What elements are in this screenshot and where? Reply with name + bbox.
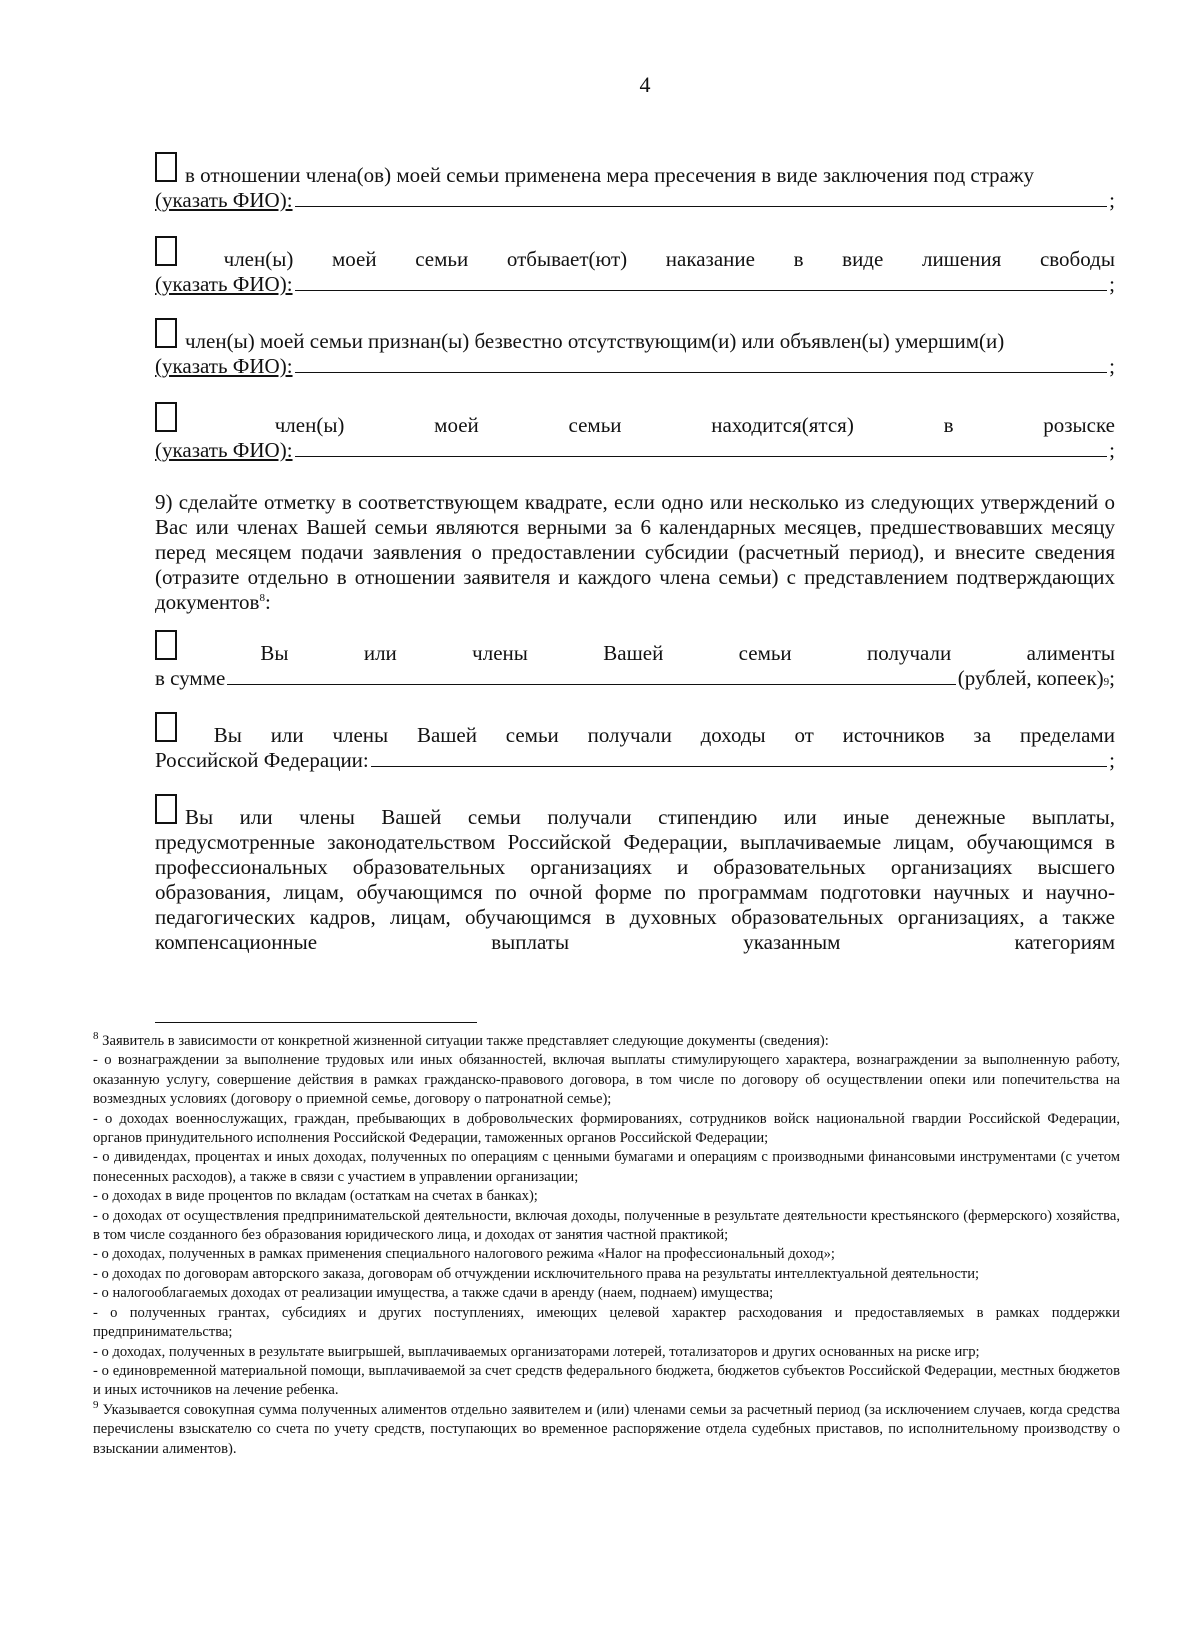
checkbox-missing[interactable] bbox=[155, 318, 177, 348]
item-imprisonment-word: отбывает(ют) bbox=[506, 247, 628, 271]
item-wanted-word: находится(ятся) bbox=[711, 413, 854, 437]
fio-label: (указать ФИО): bbox=[155, 438, 293, 462]
footnote-text: - о доходах военнослужащих, граждан, пребывающих в добровольческих формированиях, сотрудников войск национальной гвардии Российской Федерации, органов принудительного исполнения Российской Федерации, таможенных органов Российской Федерации; bbox=[93, 1110, 1120, 1147]
line-end: ; bbox=[1109, 354, 1115, 378]
line-end: ; bbox=[1109, 438, 1115, 462]
item-imprisonment-word: в bbox=[793, 247, 804, 271]
alimony-amount-input[interactable] bbox=[227, 683, 955, 685]
item-imprisonment-word: лишения bbox=[921, 247, 1002, 271]
checkbox-foreign-income[interactable] bbox=[155, 712, 177, 742]
footnote-paragraph bbox=[93, 1110, 1120, 1149]
item-wanted-word: моей bbox=[434, 413, 479, 437]
item-foreign-income-word: за bbox=[973, 723, 992, 747]
item-alimony-word: алименты bbox=[1026, 641, 1115, 665]
item-imprisonment bbox=[155, 236, 1115, 297]
item-imprisonment-word: семьи bbox=[415, 247, 469, 271]
item-foreign-income bbox=[155, 712, 1115, 773]
item-imprisonment-word: виде bbox=[842, 247, 884, 271]
item-alimony-word: Вы bbox=[260, 641, 289, 665]
footnote-text: - о доходах по договорам авторского заказа, договорам об отчуждении исключительного права на результаты интеллектуальной деятельности; bbox=[93, 1265, 980, 1282]
item-imprisonment-word: член(ы) bbox=[223, 247, 294, 271]
item-imprisonment-word: свободы bbox=[1039, 247, 1115, 271]
footnote-ref: 8 bbox=[259, 592, 265, 604]
footnote-paragraph bbox=[93, 1187, 1120, 1206]
fio-label: (указать ФИО): bbox=[155, 354, 293, 378]
item-alimony-word: Вашей bbox=[603, 641, 664, 665]
footnote-paragraph bbox=[93, 1398, 1120, 1459]
checkbox-detention[interactable] bbox=[155, 152, 177, 182]
checkbox-scholarship[interactable] bbox=[155, 794, 177, 824]
item-alimony-word: получали bbox=[867, 641, 952, 665]
footnote-text: - о единовременной материальной помощи, выплачиваемой за счет средств федерального бюджета, бюджетов субъектов Российской Федерации, местных бюджетов и иных источников на лечение ребенка. bbox=[93, 1362, 1120, 1399]
item-foreign-income-word: или bbox=[270, 723, 304, 747]
item-wanted-word: розыске bbox=[1043, 413, 1115, 437]
item-wanted-word: семьи bbox=[568, 413, 622, 437]
item-wanted bbox=[155, 402, 1115, 463]
fio-input-imprisonment[interactable] bbox=[295, 289, 1108, 291]
item-alimony: Вы или члены Вашей семьи получали алименты в сумме (рублей, копеек) 9 ; bbox=[155, 630, 1115, 691]
amount-label: в сумме bbox=[155, 666, 226, 690]
footnote-text: - о дивидендах, процентах и иных доходах, полученных по операциям с ценными бумагами и операциям с производными финансовыми инструментами (с учетом понесенных расходов), а также в связи с участием в управлении организации; bbox=[93, 1149, 1120, 1185]
footnote-paragraph bbox=[93, 1051, 1120, 1109]
checkbox-alimony[interactable] bbox=[155, 630, 177, 660]
footnote-text: - о вознаграждении за выполнение трудовых или иных обязанностей, включая выплаты стимулирующего характера, вознаграждении за выполненную работу, оказанную услугу, совершение действия в рамках гражданско-правового договора, в том числе по договору об осуществлении опеки или попечительства на возмездных условиях (договору о приемной семье, договору о патронатной семье); bbox=[93, 1052, 1120, 1108]
line-end: ; bbox=[1109, 188, 1115, 212]
footnote-text: Заявитель в зависимости от конкретной жизненной ситуации также представляет следующие документы (сведения): bbox=[102, 1033, 829, 1049]
item-foreign-income-word: пределами bbox=[1019, 723, 1115, 747]
item-imprisonment-word: наказание bbox=[665, 247, 755, 271]
fio-label: (указать ФИО): bbox=[155, 188, 293, 212]
item-foreign-income-word: члены bbox=[332, 723, 389, 747]
footnote-text: - о полученных грантах, субсидиях и других поступлениях, имеющих целевой характер расходования и предоставляемых в рамках поддержки предпринимательства; bbox=[93, 1304, 1120, 1341]
footnote-text: - о доходах от осуществления предпринимательской деятельности, включая доходы, полученные в результате деятельности крестьянского (фермерского) хозяйства, в том числе созданного без образования юридического лица, и доходах от занятия частной практикой; bbox=[93, 1207, 1120, 1244]
footnote-number: 8 bbox=[93, 1030, 99, 1043]
item-foreign-income-word: семьи bbox=[505, 723, 559, 747]
footnote-text: Указывается совокупная сумма полученных алиментов отдельно заявителем и (или) членами семьи за расчетный период (за исключением случаев, когда средства перечислены взыскателю со счета по учету средств, поступающих во временное распоряжение отдела судебных приставов, по исполнительному производству о взыскании алиментов). bbox=[93, 1401, 1120, 1457]
footnote-separator bbox=[155, 1022, 477, 1023]
section-9-text: 9) сделайте отметку в соответствующем квадрате, если одно или несколько из следующих утверждений о Вас или членах Вашей семьи являются верными за 6 календарных месяцев, предшествовавших месяцу перед месяцем подачи заявления о предоставлении субсидии (расчетный период), и внесите сведения (отразите отдельно в отношении заявителя и каждого члена семьи) с представлением подтверждающих документов bbox=[155, 490, 1115, 614]
item-wanted-word: член(ы) bbox=[274, 413, 345, 437]
checkbox-wanted[interactable] bbox=[155, 402, 177, 432]
item-wanted-word: в bbox=[943, 413, 954, 437]
footnote-paragraph bbox=[93, 1362, 1120, 1401]
section-9-end: : bbox=[264, 590, 271, 614]
item-imprisonment-word: моей bbox=[331, 247, 377, 271]
line-end: ; bbox=[1109, 272, 1115, 296]
currency-label: (рублей, копеек) bbox=[957, 666, 1104, 690]
footnote-text: - о доходах в виде процентов по вкладам (остаткам на счетах в банках); bbox=[93, 1188, 538, 1205]
footnote-paragraph bbox=[93, 1148, 1120, 1187]
item-foreign-income-word: от bbox=[794, 723, 814, 747]
item-foreign-income-word: получали bbox=[587, 723, 672, 747]
scholarship-text: предусмотренные законодательством Российской Федерации, выплачиваемые лицам, обучающимся в профессиональных образовательных организациях и образовательных организациях высшего образования, лицам, обучающимся по очной форме по программам подготовки научных и научно-педагогических кадров, лицам, обучающимся в духовных образовательных организациях, а также компенсационные выплаты указанным категориям bbox=[155, 830, 1115, 954]
fio-label: (указать ФИО): bbox=[155, 272, 293, 296]
footnote-text: - о доходах, полученных в результате выигрышей, выплачиваемых организаторами лотерей, тотализаторов и других основанных на риске игр; bbox=[93, 1343, 980, 1360]
fio-input-wanted[interactable] bbox=[295, 455, 1108, 457]
fio-input-detention[interactable] bbox=[295, 205, 1108, 207]
section-9-instructions bbox=[155, 490, 1115, 615]
footnote-text: - о налогооблагаемых доходах от реализации имущества, а также сдачи в аренду (наем, поднаем) имущества; bbox=[93, 1285, 774, 1302]
scholarship-first-line: Вы или члены Вашей семьи получали стипендию или иные денежные выплаты, bbox=[185, 805, 1115, 829]
item-foreign-income-word: Вы bbox=[213, 723, 242, 747]
fio-input-missing[interactable] bbox=[295, 371, 1108, 373]
item-detention bbox=[155, 152, 1115, 213]
item-alimony-word: семьи bbox=[738, 641, 792, 665]
foreign-income-label: Российской Федерации: bbox=[155, 748, 369, 772]
footnote-paragraph bbox=[93, 1032, 1120, 1051]
footnote-paragraph bbox=[93, 1245, 1120, 1264]
checkbox-imprisonment[interactable] bbox=[155, 236, 177, 266]
item-scholarship bbox=[155, 794, 1115, 955]
footnote-paragraph bbox=[93, 1207, 1120, 1246]
line-end: ; bbox=[1109, 666, 1115, 690]
item-missing bbox=[155, 318, 1115, 379]
item-detention-text: в отношении члена(ов) моей семьи применена мера пресечения в виде заключения под стражу bbox=[185, 163, 1034, 187]
footnote-text: - о доходах, полученных в рамках применения специального налогового режима «Налог на профессиональный доход»; bbox=[93, 1246, 835, 1263]
item-alimony-word: члены bbox=[472, 641, 528, 665]
page-number: 4 bbox=[639, 72, 651, 97]
footnote-paragraph bbox=[93, 1304, 1120, 1343]
item-missing-text: член(ы) моей семьи признан(ы) безвестно отсутствующим(и) или объявлен(ы) умершим(и) bbox=[185, 329, 1005, 353]
footnotes bbox=[93, 1032, 1120, 1459]
footnote-number: 9 bbox=[93, 1398, 99, 1411]
footnote-paragraph bbox=[93, 1284, 1120, 1303]
item-foreign-income-word: доходы bbox=[700, 723, 766, 747]
item-foreign-income-word: источников bbox=[842, 723, 945, 747]
foreign-income-input[interactable] bbox=[371, 765, 1107, 767]
item-alimony-word: или bbox=[363, 641, 397, 665]
item-foreign-income-word: Вашей bbox=[416, 723, 477, 747]
footnote-paragraph bbox=[93, 1343, 1120, 1362]
footnote-paragraph bbox=[93, 1265, 1120, 1284]
line-end: ; bbox=[1109, 748, 1115, 772]
